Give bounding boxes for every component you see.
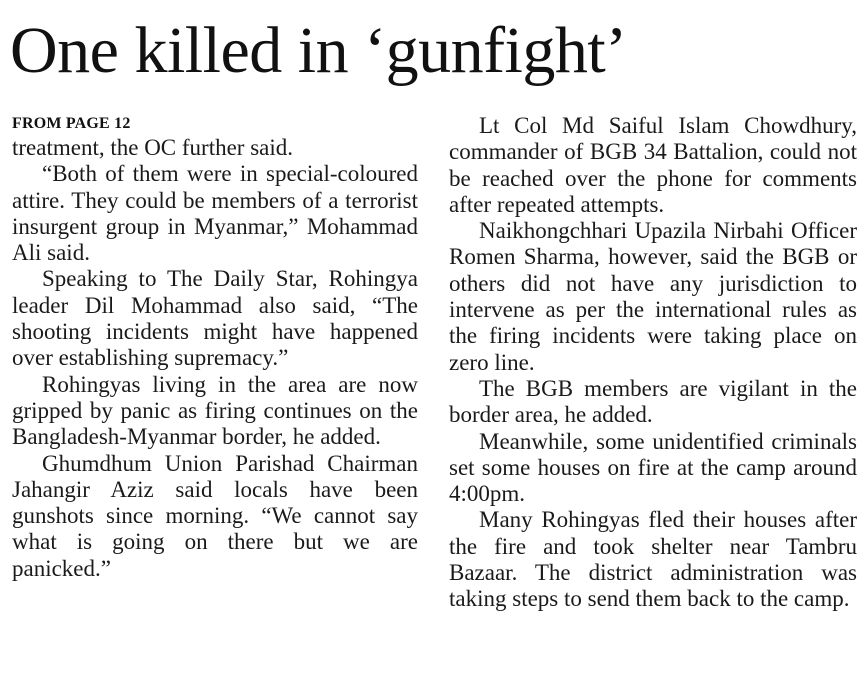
paragraph: treatment, the OC further said. [12, 135, 294, 160]
paragraph: Meanwhile, some unidentified criminals set some houses on fire at the camp around 4:00pm. [449, 428, 857, 507]
paragraph: Lt Col Md Saiful Islam Chowdhury, commander of BGB 34 Battalion, could not be reached over the phone for comments after repeated attempts. [449, 113, 857, 217]
paragraph: Rohingyas living in the area are now gripped by panic as firing continues on the Bangladesh-Myanmar border, he added. [12, 371, 418, 450]
article-column-left [12, 113, 418, 582]
article-column-right [449, 113, 857, 613]
paragraph: “Both of them were in special-coloured attire. They could be members of a terrorist insurgent group in Myanmar,” Mohammad Ali said. [12, 161, 418, 266]
jump-line: FROM PAGE 12 [12, 115, 131, 132]
headline: One killed in ‘gunfight’ [10, 14, 627, 87]
paragraph: Many Rohingyas fled their houses after the fire and took shelter near Tambru Bazaar. The district administration was taking steps to send them back to the camp. [449, 507, 857, 612]
paragraph: Speaking to The Daily Star, Rohingya leader Dil Mohammad also said, “The shooting incidents might have happened over establishing supremacy.” [12, 266, 418, 371]
paragraph: Ghumdhum Union Parishad Chairman Jahangir Aziz said locals have been gunshots since morning. “We cannot say what is going on there but we are panicked.” [12, 450, 418, 581]
paragraph: The BGB members are vigilant in the border area, he added. [449, 375, 857, 428]
paragraph: Naikhongchhari Upazila Nirbahi Officer Romen Sharma, however, said the BGB or others did not have any jurisdiction to intervene as per the international rules as the firing incidents were taking place on zero line. [449, 218, 857, 375]
